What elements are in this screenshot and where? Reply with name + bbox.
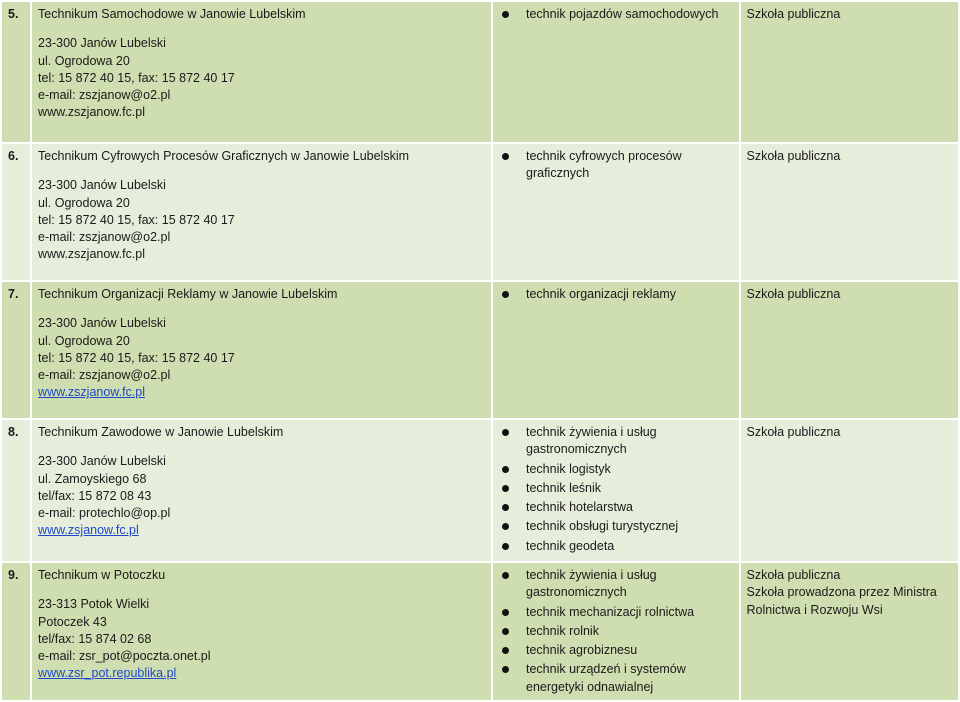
table-row (2, 144, 958, 280)
school-name-cell (32, 2, 491, 142)
school-address (38, 177, 485, 263)
profession-item: technik hotelarstwa (499, 499, 733, 516)
professions-cell (493, 420, 739, 561)
school-name-cell (32, 563, 491, 700)
professions-cell (493, 2, 739, 142)
profession-item: technik logistyk (499, 461, 733, 478)
professions-list (499, 567, 733, 696)
school-number: 6. (8, 149, 19, 163)
address-city: 23-313 Potok Wielki (38, 597, 150, 612)
school-type-cell (741, 144, 958, 280)
school-type: Szkoła prowadzona przez Ministra Rolnictwa i Rozwoju Wsi (746, 585, 937, 617)
address-email: e-mail: zszjanow@o2.pl (38, 230, 171, 245)
school-type: Szkoła publiczna (746, 425, 841, 439)
school-type-cell (741, 563, 958, 700)
school-address (38, 453, 485, 539)
professions-list (499, 424, 733, 555)
address-email: e-mail: protechlo@op.pl (38, 506, 171, 521)
school-website: www.zszjanow.fc.pl (38, 105, 146, 120)
school-number-cell (2, 2, 30, 142)
professions-list (499, 6, 733, 23)
profession-item: technik rolnik (499, 623, 733, 640)
profession-item: technik geodeta (499, 538, 733, 555)
school-type-cell (741, 282, 958, 418)
school-name: Technikum Zawodowe w Janowie Lubelskim (38, 425, 284, 439)
table-row (2, 2, 958, 142)
school-name: Technikum Samochodowe w Janowie Lubelskim (38, 7, 306, 21)
school-number-cell (2, 282, 30, 418)
school-website-link[interactable]: www.zszjanow.fc.pl (38, 385, 146, 400)
school-type: Szkoła publiczna (746, 287, 841, 301)
address-email: e-mail: zszjanow@o2.pl (38, 368, 171, 383)
address-city: 23-300 Janów Lubelski (38, 36, 166, 51)
professions-cell (493, 563, 739, 700)
professions-list (499, 286, 733, 303)
professions-list (499, 148, 733, 183)
school-number: 9. (8, 568, 19, 582)
school-number: 5. (8, 7, 19, 21)
profession-item: technik żywienia i usług gastronomicznych (499, 424, 733, 459)
school-type: Szkoła publiczna (746, 149, 841, 163)
professions-cell (493, 282, 739, 418)
school-address (38, 315, 485, 401)
address-phone: tel/fax: 15 872 08 43 (38, 488, 152, 503)
school-type: Szkoła publiczna (746, 7, 841, 21)
address-street: ul. Ogrodowa 20 (38, 53, 130, 68)
table-row (2, 563, 958, 700)
address-street: ul. Zamoyskiego 68 (38, 471, 147, 486)
table-row (2, 282, 958, 418)
school-number: 8. (8, 425, 19, 439)
school-address (38, 35, 485, 121)
profession-item: technik żywienia i usług gastronomicznych (499, 567, 733, 602)
school-website-link[interactable]: www.zsjanow.fc.pl (38, 523, 139, 538)
school-website-link[interactable]: www.zsr_pot.republika.pl (38, 666, 177, 681)
professions-cell (493, 144, 739, 280)
school-name: Technikum w Potoczku (38, 568, 166, 582)
school-number-cell (2, 144, 30, 280)
address-email: e-mail: zszjanow@o2.pl (38, 88, 171, 103)
school-type-cell (741, 2, 958, 142)
address-street: ul. Ogrodowa 20 (38, 333, 130, 348)
profession-item: technik obsługi turystycznej (499, 518, 733, 535)
school-name-cell (32, 420, 491, 561)
school-name: Technikum Organizacji Reklamy w Janowie Lubelskim (38, 287, 338, 301)
school-name-cell (32, 282, 491, 418)
address-phone: tel: 15 872 40 15, fax: 15 872 40 17 (38, 350, 235, 365)
school-number-cell (2, 420, 30, 561)
profession-item: technik agrobiznesu (499, 642, 733, 659)
address-street: ul. Ogrodowa 20 (38, 195, 130, 210)
address-city: 23-300 Janów Lubelski (38, 316, 166, 331)
school-name-cell (32, 144, 491, 280)
profession-item: technik mechanizacji rolnictwa (499, 604, 733, 621)
profession-item: technik cyfrowych procesów graficznych (499, 148, 733, 183)
address-street: Potoczek 43 (38, 614, 107, 629)
address-phone: tel: 15 872 40 15, fax: 15 872 40 17 (38, 212, 235, 227)
profession-item: technik organizacji reklamy (499, 286, 733, 303)
school-website: www.zszjanow.fc.pl (38, 247, 146, 262)
address-email: e-mail: zsr_pot@poczta.onet.pl (38, 649, 211, 664)
profession-item: technik urządzeń i systemów energetyki odnawialnej (499, 661, 733, 696)
school-address (38, 596, 485, 682)
address-city: 23-300 Janów Lubelski (38, 178, 166, 193)
table-row (2, 420, 958, 561)
address-phone: tel: 15 872 40 15, fax: 15 872 40 17 (38, 70, 235, 85)
school-number-cell (2, 563, 30, 700)
profession-item: technik leśnik (499, 480, 733, 497)
address-city: 23-300 Janów Lubelski (38, 454, 166, 469)
school-name: Technikum Cyfrowych Procesów Graficznych w Janowie Lubelskim (38, 149, 410, 163)
school-number: 7. (8, 287, 19, 301)
school-type-cell (741, 420, 958, 561)
address-phone: tel/fax: 15 874 02 68 (38, 631, 152, 646)
profession-item: technik pojazdów samochodowych (499, 6, 733, 23)
school-type: Szkoła publiczna (746, 568, 841, 582)
